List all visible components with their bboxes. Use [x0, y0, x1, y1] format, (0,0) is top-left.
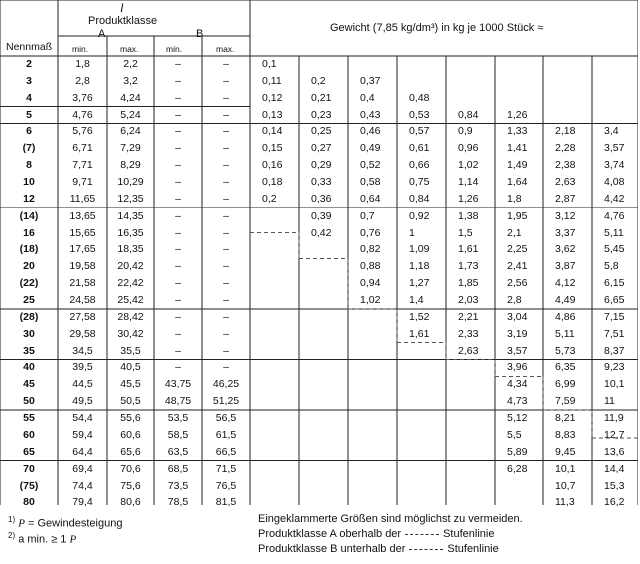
weight-cell: 2,38 — [555, 159, 576, 172]
weight-cell: 5,12 — [507, 412, 528, 425]
weight-cell: 3,74 — [604, 159, 625, 172]
weight-cell: 0,61 — [409, 142, 430, 155]
weight-cell: 0,58 — [360, 176, 381, 189]
a-min-cell: 19,58 — [69, 260, 96, 273]
a-max-cell: 28,42 — [117, 310, 144, 323]
b-min-label: min. — [166, 44, 183, 54]
weight-cell: 0,82 — [360, 243, 381, 256]
weight-cell: 2,1 — [507, 226, 522, 239]
weight-cell: 10,1 — [604, 378, 625, 391]
a-max-cell: 80,6 — [120, 496, 141, 509]
a-min-cell: 3,76 — [72, 91, 93, 104]
weight-cell: 6,35 — [555, 361, 576, 374]
a-min-cell: 34,5 — [72, 344, 93, 357]
weight-cell: 4,73 — [507, 395, 528, 408]
b-min-cell: 73,5 — [167, 479, 189, 492]
weight-cell: 1 — [409, 226, 415, 239]
weight-cell: 5,5 — [507, 428, 522, 441]
a-min-cell: 24,58 — [69, 294, 96, 307]
weight-cell: 1,61 — [409, 327, 430, 340]
weight-cell: 1,52 — [409, 310, 430, 323]
a-max-cell: 50,5 — [120, 395, 141, 408]
b-max-cell: 61,5 — [215, 428, 237, 441]
weight-cell: 1,49 — [507, 159, 528, 172]
b-max-cell: – — [223, 277, 229, 290]
gewicht-title: Gewicht (7,85 kg/dm³) in kg je 1000 Stück ≈ — [330, 22, 544, 34]
weight-cell: 4,49 — [555, 294, 576, 307]
a-max-cell: 4,24 — [120, 91, 141, 104]
weight-cell: 2,8 — [507, 294, 522, 307]
b-min-cell: – — [175, 277, 181, 290]
weight-cell: 1,41 — [507, 142, 528, 155]
weight-cell: 3,4 — [604, 125, 619, 138]
weight-cell: 0,2 — [311, 74, 326, 87]
weight-cell: 14,4 — [604, 462, 625, 475]
weight-cell: 1,18 — [409, 260, 430, 273]
weight-cell: 5,45 — [604, 243, 625, 256]
b-max-cell: – — [223, 361, 229, 374]
weight-cell: 8,83 — [555, 428, 576, 441]
note-class-a — [258, 527, 494, 542]
weight-cell: 0,57 — [409, 125, 430, 138]
nennmass-cell: 4 — [26, 91, 32, 104]
weight-cell: 2,33 — [458, 327, 479, 340]
a-max-cell: 14,35 — [117, 209, 144, 222]
weight-cell: 2,63 — [458, 344, 479, 357]
weight-cell: 0,12 — [262, 91, 283, 104]
nennmass-cell: 50 — [23, 395, 35, 408]
weight-cell: 1,38 — [458, 209, 479, 222]
nennmass-cell: 55 — [23, 412, 35, 425]
weight-cell: 1,26 — [507, 108, 528, 121]
weight-cell: 3,04 — [507, 310, 528, 323]
a-max-label: max. — [120, 44, 139, 54]
weight-cell: 11 — [604, 395, 615, 408]
weight-cell: 5,89 — [507, 445, 528, 458]
weight-cell: 6,65 — [604, 294, 625, 307]
weight-cell: 13,6 — [604, 445, 625, 458]
b-max-cell: – — [223, 294, 229, 307]
note-class-a-text: Produktklasse A oberhalb der — [258, 528, 402, 540]
nennmass-cell: (7) — [22, 142, 36, 155]
weight-cell: 6,99 — [555, 378, 576, 391]
weight-cell: 2,21 — [458, 310, 479, 323]
nennmass-cell: 8 — [26, 159, 32, 172]
weight-cell: 4,12 — [555, 277, 576, 290]
a-max-cell: 12,35 — [117, 192, 144, 205]
weight-cell: 0,92 — [409, 209, 430, 222]
weight-cell: 0,84 — [409, 192, 430, 205]
nennmass-cell: 6 — [26, 125, 32, 138]
b-min-cell: 78,5 — [167, 496, 189, 509]
weight-cell: 0,43 — [360, 108, 381, 121]
weight-cell: 0,37 — [360, 74, 381, 87]
nennmass-cell: 40 — [23, 361, 35, 374]
length-symbol: l — [120, 0, 124, 15]
weight-cell: 3,57 — [604, 142, 625, 155]
weight-cell: 10,1 — [555, 462, 576, 475]
b-max-cell: – — [223, 142, 229, 155]
class-b-label: B — [196, 28, 204, 40]
b-max-cell: – — [223, 243, 229, 256]
weight-cell: 0,48 — [409, 91, 430, 104]
weight-cell: 4,86 — [555, 310, 576, 323]
b-min-cell: – — [175, 74, 181, 87]
a-min-cell: 54,4 — [72, 412, 93, 425]
weight-cell: 0,13 — [262, 108, 283, 121]
b-max-cell: – — [223, 176, 229, 189]
weight-cell: 0,75 — [409, 176, 430, 189]
weight-cell: 4,34 — [507, 378, 528, 391]
weight-cell: 1,61 — [458, 243, 479, 256]
weight-cell: 9,23 — [604, 361, 625, 374]
weight-cell: 10,7 — [555, 479, 576, 492]
b-min-cell: – — [175, 327, 181, 340]
b-max-cell: – — [223, 91, 229, 104]
note-class-b-stufenlinie: Stufenlinie — [447, 543, 499, 555]
nennmass-cell: 60 — [23, 428, 35, 441]
weight-cell: 3,57 — [507, 344, 528, 357]
nennmass-cell: 35 — [23, 344, 35, 357]
weight-cell: 5,11 — [604, 226, 624, 239]
b-min-cell: – — [175, 176, 181, 189]
b-min-cell: – — [175, 310, 181, 323]
weight-cell: 3,12 — [555, 209, 576, 222]
weight-cell: 2,41 — [507, 260, 528, 273]
b-min-cell: 53,5 — [167, 412, 189, 425]
weight-cell: 0,84 — [458, 108, 479, 121]
weight-cell: 2,03 — [458, 294, 479, 307]
a-max-cell: 10,29 — [117, 176, 144, 189]
nennmass-cell: 45 — [23, 378, 35, 391]
footnote-1-p: P — [18, 517, 25, 530]
weight-cell: 15,3 — [604, 479, 625, 492]
weight-cell: 1,09 — [409, 243, 430, 256]
weight-cell: 1,5 — [458, 226, 473, 239]
a-min-cell: 79,4 — [72, 496, 93, 509]
weight-cell: 0,46 — [360, 125, 381, 138]
weight-cell: 2,28 — [555, 142, 576, 155]
weight-cell: 7,15 — [604, 310, 625, 323]
b-min-cell: – — [175, 58, 181, 70]
weight-cell: 1,8 — [507, 192, 522, 205]
b-min-cell: 43,75 — [164, 378, 192, 391]
a-max-cell: 40,5 — [120, 361, 141, 374]
b-max-cell: – — [223, 209, 229, 222]
produktklasse-label: Produktklasse — [88, 15, 158, 27]
weight-cell: 1,85 — [458, 277, 479, 290]
weight-cell: 0,25 — [311, 125, 332, 138]
nennmass-cell: 3 — [26, 74, 32, 87]
b-max-cell: – — [223, 108, 229, 121]
b-max-label: max. — [216, 44, 235, 54]
a-max-cell: 60,6 — [120, 428, 141, 441]
weight-cell: 1,95 — [507, 209, 528, 222]
weight-cell: 0,29 — [311, 159, 332, 172]
class-a-label: A — [98, 28, 106, 40]
b-min-cell: – — [175, 209, 181, 222]
a-min-cell: 64,4 — [72, 445, 93, 458]
b-max-cell: – — [223, 192, 229, 205]
b-max-cell: 76,5 — [215, 479, 237, 492]
b-max-cell: – — [223, 58, 229, 70]
a-min-cell: 39,5 — [72, 361, 93, 374]
a-max-cell: 75,6 — [120, 479, 141, 492]
nennmass-cell: 20 — [23, 260, 35, 273]
a-min-cell: 4,76 — [72, 108, 93, 121]
b-max-cell: – — [223, 226, 229, 239]
weight-cell: 1,73 — [458, 260, 479, 273]
a-max-cell: 18,35 — [117, 243, 144, 256]
note-class-a-stufenlinie: Stufenlinie — [443, 528, 495, 540]
weight-cell: 7,59 — [555, 395, 576, 408]
b-min-cell: – — [175, 192, 181, 205]
a-max-cell: 45,5 — [120, 378, 141, 391]
weight-cell: 0,96 — [458, 142, 479, 155]
weight-cell: 0,23 — [311, 108, 332, 121]
weight-cell: 0,18 — [262, 176, 283, 189]
weight-cell: 2,25 — [507, 243, 528, 256]
a-min-cell: 17,65 — [69, 243, 96, 256]
a-min-cell: 29,58 — [69, 327, 96, 340]
a-max-cell: 6,24 — [120, 125, 141, 138]
weight-cell: 0,7 — [360, 209, 375, 222]
nennmass-cell: 16 — [23, 226, 35, 239]
weight-cell: 7,51 — [604, 327, 625, 340]
nennmass-cell: (18) — [19, 243, 39, 256]
weight-cell: 4,08 — [604, 176, 625, 189]
weight-cell: 3,87 — [555, 260, 576, 273]
weight-cell: 16,2 — [604, 496, 625, 509]
b-min-cell: – — [175, 260, 181, 273]
weight-cell: 5,8 — [604, 260, 619, 273]
a-max-cell: 5,24 — [120, 108, 141, 121]
weight-cell: 2,18 — [555, 125, 576, 138]
weight-cell: 11,9 — [604, 412, 624, 425]
weight-cell: 0,36 — [311, 192, 332, 205]
weight-cell: 0,88 — [360, 260, 381, 273]
footnote-1-mark: 1) — [8, 515, 16, 524]
dash-sample-a — [405, 534, 439, 535]
a-min-label: min. — [72, 44, 89, 54]
a-max-cell: 30,42 — [117, 327, 144, 340]
a-min-cell: 11,65 — [69, 192, 96, 205]
weight-cell: 0,21 — [311, 91, 332, 104]
b-max-cell: – — [223, 74, 229, 87]
a-min-cell: 59,4 — [72, 428, 93, 441]
nennmass-label: Nennmaß — [6, 41, 53, 53]
weight-cell: 3,37 — [555, 226, 576, 239]
weight-cell: 5,11 — [555, 327, 575, 340]
a-max-cell: 70,6 — [120, 462, 141, 475]
a-min-cell: 21,58 — [69, 277, 96, 290]
note-class-b-text: Produktklasse B unterhalb der — [258, 543, 406, 555]
b-min-cell: – — [175, 361, 181, 374]
weight-cell: 1,27 — [409, 277, 430, 290]
b-min-cell: – — [175, 91, 181, 104]
weight-cell: 0,15 — [262, 142, 283, 155]
footnote-1-text: = Gewindesteigung — [27, 517, 123, 530]
b-max-cell: 56,5 — [215, 412, 237, 425]
b-min-cell: – — [175, 226, 181, 239]
nennmass-cell: (22) — [19, 277, 39, 290]
weight-cell: 0,39 — [311, 209, 332, 222]
weight-cell: 0,49 — [360, 142, 381, 155]
a-min-cell: 15,65 — [69, 226, 96, 239]
nennmass-cell: 80 — [23, 496, 35, 509]
b-min-cell: – — [175, 142, 181, 155]
b-max-cell: 71,5 — [215, 462, 237, 475]
nennmass-cell: (28) — [19, 310, 39, 323]
weight-cell: 0,14 — [262, 125, 283, 138]
a-min-cell: 1,8 — [75, 58, 90, 70]
a-min-cell: 5,76 — [72, 125, 93, 138]
b-min-cell: – — [175, 108, 181, 121]
weight-cell: 2,87 — [555, 192, 576, 205]
weight-cell: 1,02 — [458, 159, 479, 172]
weight-cell: 0,2 — [262, 192, 277, 205]
a-max-cell: 3,2 — [123, 74, 138, 87]
a-max-cell: 8,29 — [120, 159, 141, 172]
b-min-cell: – — [175, 243, 181, 256]
b-max-cell: 81,5 — [215, 496, 237, 509]
b-min-cell: 63,5 — [167, 445, 189, 458]
nennmass-cell: (75) — [19, 479, 39, 492]
weight-cell: 8,21 — [555, 412, 576, 425]
b-min-cell: – — [175, 159, 181, 172]
a-min-cell: 74,4 — [72, 479, 93, 492]
b-min-cell: – — [175, 344, 181, 357]
nennmass-cell: 2 — [26, 58, 32, 70]
b-max-cell: – — [223, 344, 229, 357]
a-max-cell: 16,35 — [117, 226, 144, 239]
weight-cell: 0,4 — [360, 91, 375, 104]
note-class-b — [258, 542, 499, 557]
a-max-cell: 25,42 — [117, 294, 144, 307]
footnote-2-text: a min. ≥ 1 — [18, 533, 67, 546]
nennmass-cell: (14) — [19, 209, 39, 222]
nennmass-cell: 25 — [23, 294, 35, 307]
weight-cell: 0,1 — [262, 58, 277, 70]
weight-cell: 1,64 — [507, 176, 528, 189]
nennmass-cell: 10 — [23, 176, 35, 189]
b-max-cell: 46,25 — [212, 378, 240, 391]
nennmass-cell: 5 — [26, 108, 32, 121]
weight-cell: 4,42 — [604, 192, 625, 205]
weight-cell: 8,37 — [604, 344, 625, 357]
b-max-cell: – — [223, 260, 229, 273]
a-min-cell: 13,65 — [69, 209, 96, 222]
b-max-cell: – — [223, 125, 229, 138]
b-max-cell: – — [223, 310, 229, 323]
weight-cell: 4,76 — [604, 209, 625, 222]
a-max-cell: 22,42 — [117, 277, 144, 290]
b-min-cell: – — [175, 125, 181, 138]
a-min-cell: 69,4 — [72, 462, 93, 475]
weight-cell: 0,33 — [311, 176, 332, 189]
b-min-cell: 58,5 — [167, 428, 189, 441]
footnote-2 — [8, 528, 76, 548]
nennmass-cell: 12 — [23, 192, 35, 205]
weight-cell: 6,28 — [507, 462, 528, 475]
footnote-2-mark: 2) — [8, 531, 16, 540]
weight-cell: 0,16 — [262, 159, 283, 172]
weight-cell: 0,52 — [360, 159, 381, 172]
weight-cell: 0,53 — [409, 108, 430, 121]
a-max-cell: 35,5 — [120, 344, 141, 357]
a-max-cell: 65,6 — [120, 445, 141, 458]
weight-cell: 1,02 — [360, 294, 381, 307]
b-min-cell: 48,75 — [164, 395, 192, 408]
b-max-cell: – — [223, 159, 229, 172]
nennmass-cell: 30 — [23, 327, 35, 340]
b-max-cell: 51,25 — [212, 395, 240, 408]
weight-cell: 3,19 — [507, 327, 528, 340]
weight-cell: 6,15 — [604, 277, 625, 290]
a-min-cell: 27,58 — [69, 310, 96, 323]
weight-cell: 2,56 — [507, 277, 528, 290]
a-min-cell: 7,71 — [72, 159, 93, 172]
weight-cell: 11,3 — [555, 496, 575, 509]
weight-cell: 0,9 — [458, 125, 473, 138]
b-max-cell: – — [223, 327, 229, 340]
a-min-cell: 2,8 — [75, 74, 90, 87]
weight-cell: 0,94 — [360, 277, 381, 290]
dash-sample-b — [409, 549, 443, 550]
footnote-2-p: P — [69, 533, 77, 546]
weight-cell: 3,62 — [555, 243, 576, 256]
a-min-cell: 6,71 — [72, 142, 93, 155]
b-max-cell: 66,5 — [215, 445, 237, 458]
weight-cell: 0,66 — [409, 159, 430, 172]
weight-cell: 1,4 — [409, 294, 424, 307]
b-min-cell: 68,5 — [167, 462, 189, 475]
weight-cell: 9,45 — [555, 445, 576, 458]
weight-cell: 0,76 — [360, 226, 381, 239]
a-min-cell: 49,5 — [72, 395, 93, 408]
weight-cell: 12,7 — [604, 428, 625, 441]
a-min-cell: 9,71 — [72, 176, 93, 189]
a-min-cell: 44,5 — [72, 378, 93, 391]
nennmass-cell: 65 — [23, 445, 35, 458]
weight-cell: 1,26 — [458, 192, 479, 205]
weight-cell: 0,27 — [311, 142, 332, 155]
weight-cell: 0,11 — [262, 74, 282, 87]
a-max-cell: 20,42 — [117, 260, 144, 273]
note-brackets: Eingeklammerte Größen sind möglichst zu vermeiden. — [258, 513, 523, 525]
weight-cell: 0,64 — [360, 192, 381, 205]
a-max-cell: 55,6 — [120, 412, 141, 425]
a-max-cell: 7,29 — [120, 142, 141, 155]
weight-cell: 2,63 — [555, 176, 576, 189]
a-max-cell: 2,2 — [123, 58, 138, 70]
weight-cell: 3,96 — [507, 361, 528, 374]
weight-cell: 1,33 — [507, 125, 528, 138]
nennmass-cell: 70 — [23, 462, 35, 475]
b-min-cell: – — [175, 294, 181, 307]
weight-cell: 0,42 — [311, 226, 332, 239]
weight-cell: 5,73 — [555, 344, 576, 357]
weight-cell: 1,14 — [458, 176, 479, 189]
